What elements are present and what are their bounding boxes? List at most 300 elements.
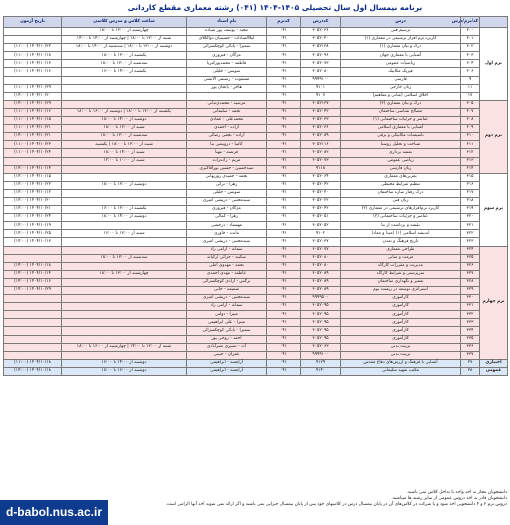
course-code: ۳۰۵۲۰۴۲ [301, 181, 341, 189]
instructor-name: سمانه - آرامی راد [187, 246, 267, 254]
schedule-body [4, 28, 508, 376]
course-code-num: ۳۲۲ [461, 230, 480, 238]
course-code-num: ۳۰۲ [461, 44, 480, 52]
table-row [4, 351, 508, 359]
course-code-num: ۳۱۸ [461, 197, 480, 205]
table-row [4, 254, 508, 262]
class-time [62, 287, 187, 295]
term-code: ۰۴۱ [267, 254, 301, 262]
course-code-num: ۳۰۹ [461, 125, 480, 133]
course-code-num: ۳۲۱ [461, 222, 480, 230]
course-code: ۹۱۰۲ [301, 230, 341, 238]
instructor-name: سیدمجتبی - دریشی امیری [187, 238, 267, 246]
course-code: ۹۹۹۹۱۰۰ [301, 76, 341, 84]
course-name: آشنایی با فرهنگ و ارزش‌های دفاع مقدس [341, 359, 461, 367]
course-name: مکتب شهید سلیمانی [341, 367, 461, 375]
course-code: ۳۰۵۲۰۸۲ [301, 149, 341, 157]
table-row [4, 367, 508, 375]
instructor-name: محمدعلی - عمادی [187, 117, 267, 125]
exam-date: ۱۴۰۴/۱۰/۲۰ (۱۴:۰۰) [4, 92, 62, 100]
course-name: تاریخ فرهنگ و تمدن [341, 238, 461, 246]
course-name: تمرین‌های معماری [341, 173, 461, 181]
table-row [4, 92, 508, 100]
course-code-num: ۳۱۶ [461, 181, 480, 189]
course-code-num: ۳۲۸ [461, 278, 480, 286]
term-code: ۰۴۱ [267, 141, 301, 149]
course-name: کارآموزی [341, 295, 461, 303]
table-row [4, 28, 508, 36]
instructor-name: سکینه - حرائی ارکیاند [187, 254, 267, 262]
course-name: درک و بیان معماری (۱) [341, 44, 461, 52]
course-code-num: ۳۱۳ [461, 157, 480, 165]
header-row [4, 17, 508, 28]
table-row [4, 84, 508, 92]
exam-date: ۱۴۰۴/۱۰/۲۵ (۱۴:۰۰) [4, 230, 62, 238]
course-code-num: ۳۱۰ [461, 133, 480, 141]
course-code: ۳۰۵۲۰۴۰ [301, 36, 341, 44]
term-code: ۰۴۱ [267, 133, 301, 141]
class-time: شنبه از ۱۳:۰۰ تا ۱۸:۰۰ [62, 125, 187, 133]
course-name: عناصر و جزئیات ساختمانی (۱) [341, 117, 461, 125]
class-time: دوشنبه از ۱۶:۰۰ تا ۱۸:۰۰ [62, 367, 187, 375]
course-name: کاربرد نرم‌افزارهای ترسیمی در معماری (۲) [341, 206, 461, 214]
course-name: ریاضیات عمومی [341, 60, 461, 68]
class-time: چهارشنبه از ۱۳:۰۰ تا ۱۸:۰۰ [62, 270, 187, 278]
class-time [62, 327, 187, 335]
course-code-num: ۳۳۴ [461, 327, 480, 335]
term-code: ۰۴۱ [267, 60, 301, 68]
term-code: ۰۴۱ [267, 44, 301, 52]
table-row [4, 100, 508, 108]
notes [110, 490, 507, 509]
term-code: ۰۴۱ [267, 36, 301, 44]
note-line: دانشجویان مجاز به اخذ واحد با تداخل کلاس نمی باشند. [406, 490, 507, 495]
term-code: ۰۴۱ [267, 117, 301, 125]
exam-date: ۱۴۰۴/۱۰/۲۲ (۱۱:۰۰) [4, 44, 62, 52]
term-group-label: اختیاری [480, 359, 508, 367]
table-row [4, 319, 508, 327]
exam-date [4, 28, 62, 36]
course-code: ۳۰۵۲۰۸۹ [301, 133, 341, 141]
course-code-num: ۳۰۴ [461, 60, 480, 68]
term-code: ۰۴۱ [267, 108, 301, 116]
table-row [4, 222, 508, 230]
class-time [62, 311, 187, 319]
course-name: کارآموزی [341, 311, 461, 319]
class-time: دوشنبه از ۱۴:۰۰ تا ۱۶:۰۰ [62, 359, 187, 367]
instructor-name: نجمه - سلیمانی [187, 108, 267, 116]
exam-date [4, 327, 62, 335]
course-code-num: ۳۲۹ [461, 287, 480, 295]
term-code: ۰۴۱ [267, 287, 301, 295]
instructor-name [187, 92, 267, 100]
header-instructor: نام استاد [187, 17, 267, 28]
table-row [4, 60, 508, 68]
exam-date [4, 343, 62, 351]
term-group-label: ترم دوم [480, 100, 508, 173]
exam-date [4, 246, 62, 254]
instructor-name: احمد - روحی پور [187, 335, 267, 343]
course-code: ۳۰۵۲۰۷۳ [301, 60, 341, 68]
header-course: درس [341, 17, 461, 28]
course-code: ۳۰۵۲۰۸۰ [301, 254, 341, 262]
exam-date: ۱۴۰۴/۱۰/۲۹ (۱۱:۰۰) [4, 84, 62, 92]
term-code: ۰۴۱ [267, 295, 301, 303]
term-code: ۰۴۱ [267, 238, 301, 246]
term-code: ۰۴۱ [267, 351, 301, 359]
course-name: نقشه برداری [341, 149, 461, 157]
class-time [62, 197, 187, 205]
exam-date: ۱۴۰۴/۱۰/۲۹ (۱۴:۰۰) [4, 287, 62, 295]
course-code-num: ۳۰۰ [461, 28, 480, 36]
exam-date: ۱۴۰۴/۱۰/۲۲ (۱۴:۰۰) [4, 181, 62, 189]
course-code-num: ۳۱۱ [461, 141, 480, 149]
exam-date: ۱۴۰۴/۱۰/۱۸ (۱۱:۰۰) [4, 359, 62, 367]
table-row [4, 173, 508, 181]
instructor-name: فرشته - مهنا [187, 149, 267, 157]
course-code: ۳۰۵۲۰۳۳ [301, 117, 341, 125]
course-code-num: ۳۰۶ [461, 68, 480, 76]
exam-date [4, 76, 62, 84]
course-code-num: ۳۱۴ [461, 165, 480, 173]
table-row [4, 359, 508, 367]
term-code: ۰۴۱ [267, 181, 301, 189]
course-code: ۹۱۴۰ [301, 367, 341, 375]
course-code: ۳۰۵۲۰۹۵ [301, 319, 341, 327]
term-code: ۰۴۱ [267, 165, 301, 173]
exam-date: ۱۴۰۴/۱۰/۱۴ (۱۴:۰۰) [4, 165, 62, 173]
class-time: دوشنبه از ۱۴:۰۰ تا ۱۸:۰۰ [62, 214, 187, 222]
course-code-num: ۳۱۵ [461, 173, 480, 181]
course-code: ۳۰۵۲۰۸۹ [301, 287, 341, 295]
instructor-name: مژگان - فیروزی [187, 52, 267, 60]
course-code: ۹۹۹۹۵۰۰ [301, 295, 341, 303]
course-name: درک و بیان معماری (۲) [341, 100, 461, 108]
course-code-num: ۲۷ [461, 359, 480, 367]
term-code: ۰۴۱ [267, 222, 301, 230]
header-term-code: کدترم [267, 17, 301, 28]
class-time: سه‌شنبه از ۱۳:۰۰ تا ۱۸:۰۰ [62, 254, 187, 262]
exam-date: ۱۴۰۴/۱۰/۲۰ (۱۴:۰۰) [4, 197, 62, 205]
class-time [62, 92, 187, 100]
course-name: فیزیک مکانیک [341, 68, 461, 76]
course-code-num: ۳۳۲ [461, 311, 480, 319]
course-code-num: ۳۳۱ [461, 303, 480, 311]
exam-date: ۱۴۰۴/۱۰/۱۲ (۱۴:۰۰) [4, 189, 62, 197]
course-code: ۳۰۵۲۰۷۷ [301, 246, 341, 254]
class-time [62, 351, 187, 359]
table-row [4, 327, 508, 335]
course-code: ۹۱۰۷ [301, 92, 341, 100]
course-code: ۳۰۵۲۰۵۲ [301, 222, 341, 230]
course-name: کارآموزی [341, 327, 461, 335]
term-code: ۰۴۱ [267, 197, 301, 205]
instructor-name: مریم - زاده‌زاده [187, 157, 267, 165]
header-group [480, 17, 508, 28]
course-code: ۳۰۵۲۰۴۲ [301, 206, 341, 214]
course-code-num: ۳۰۳ [461, 52, 480, 60]
instructor-name: سیدمجتبی - دریشی امیری [187, 295, 267, 303]
exam-date: ۱۴۰۴/۱۰/۱۹ (۱۴:۰۰) [4, 222, 62, 230]
header-course-code: کددرس [301, 17, 341, 28]
table-row [4, 262, 508, 270]
instructor-name: سوسن - خلیلی [187, 68, 267, 76]
table-row [4, 335, 508, 343]
course-code: ۳۰۵۲۰۸۹ [301, 270, 341, 278]
table-row [4, 206, 508, 214]
course-code-num: ۳۸ [461, 367, 480, 375]
exam-date: ۱۴۰۴/۱۰/۱۴ (۱۴:۰۰) [4, 270, 62, 278]
note-line: دروس ترم ۲ و ۴ دانشجویی اخذ شود و یا شرکت در کلاس‌های آن در پایان نیمسال درس در کلاسهای خود پس از پایان نیمسال جبرانی نمی باشند و اگر ارائه نمی شوند اخذ آنها الزامی است. [165, 502, 507, 508]
exam-date [4, 254, 62, 262]
exam-date: ۱۴۰۴/۱۰/۱۸ (۱۱:۰۰) [4, 52, 62, 60]
instructor-name: سمانه - آرامی راد [187, 303, 267, 311]
term-code: ۰۴۱ [267, 52, 301, 60]
table-row [4, 295, 508, 303]
class-time: شنبه از ۱۰:۰۰ تا ۱۲:۰۰ [62, 157, 187, 165]
class-time [62, 278, 187, 286]
term-code: ۰۴۱ [267, 262, 301, 270]
instructor-name: آزاده - احمدی [187, 125, 267, 133]
course-code-num: ۳۲۰ [461, 214, 480, 222]
class-time [62, 319, 187, 327]
table-row [4, 230, 508, 238]
table-row [4, 68, 508, 76]
instructor-name: آرامسه - ابراهیمی [187, 367, 267, 375]
table-row [4, 197, 508, 205]
exam-date: ۱۴۰۴/۱۰/۱۶ (۱۴:۰۰) [4, 278, 62, 286]
class-time [62, 262, 187, 270]
class-time [62, 84, 187, 92]
course-code: ۳۰۵۲۰۴۲ [301, 108, 341, 116]
class-time [62, 222, 187, 230]
page-title: برنامه نیمسال اول سال تحصیلی ۱۴۰۵-۱۴۰۴ (۰۴۱) رشته معماری مقطع کاردانی [127, 3, 423, 12]
instructor-name: آذد - نصیری نصرآبادی [187, 343, 267, 351]
instructor-name: سوسن - خلیلی [187, 189, 267, 197]
course-name: ترسیم فنی [341, 28, 461, 36]
course-name: عناصر و جزئیات ساختمانی (۲) [341, 214, 461, 222]
course-name: کارآموزی [341, 319, 461, 327]
course-code-num: ۳۲۳ [461, 238, 480, 246]
term-code: ۰۴۱ [267, 270, 301, 278]
term-code: ۰۴۱ [267, 76, 301, 84]
class-time: شنبه از ۱۳:۰۰ تا ۱۴:۰۰ | چهارشنبه از ۱۶:۰۰ تا ۱۸:۰۰ [62, 343, 187, 351]
table-row [4, 36, 508, 44]
instructor-name: میترا - دولتی [187, 311, 267, 319]
course-name: طراحی معماری [341, 246, 461, 254]
course-code-num: ۳۳۶ [461, 343, 480, 351]
course-code: ۳۰۵۲۰۳۶ [301, 28, 341, 36]
exam-date: ۱۴۰۴/۱۰/۱۵ (۱۴:۰۰) [4, 173, 62, 181]
term-code: ۰۴۱ [267, 367, 301, 375]
term-code: ۰۴۱ [267, 206, 301, 214]
term-code: ۰۴۱ [267, 230, 301, 238]
table-row [4, 311, 508, 319]
course-code-num: ۳۲۵ [461, 254, 480, 262]
course-code: ۳۰۵۲۰۵۱ [301, 214, 341, 222]
term-code: ۰۴۱ [267, 278, 301, 286]
course-name: اخلاق اسلامی (مبانی و مفاهیم) [341, 92, 461, 100]
instructor-name: زهرا - ترکی [187, 181, 267, 189]
course-name: مدیریت و مقررات کارگاه [341, 262, 461, 270]
class-time [62, 335, 187, 343]
header-code: کد/ترم/درس [461, 17, 480, 28]
course-code-num: ۳۳۷ [461, 351, 480, 359]
exam-date [4, 351, 62, 359]
class-time: دوشنبه از ۱۳:۰۰ تا ۱۸:۰۰ [62, 181, 187, 189]
instructor-name: شمیمه - خانی [187, 287, 267, 295]
table-row [4, 157, 508, 165]
table-row [4, 133, 508, 141]
instructor-name: زهرا - کمالی [187, 214, 267, 222]
university-logo: d-babol.nus.ac.ir [0, 500, 108, 525]
course-code: ۳۰۵۲۱۱۶ [301, 141, 341, 149]
class-time: شنبه از ۱۳:۰۰ تا ۱۸:۰۰ | چهارشنبه از ۱۴:۰۰ تا ۱۴:۰۰ [62, 36, 187, 44]
class-time [62, 295, 187, 303]
course-code: ۳۰۵۲۰۴۰ [301, 189, 341, 197]
course-code: ۳۰۵۲۰۸۹ [301, 278, 341, 286]
course-code: ۳۰۵۲۱۳۷ [301, 100, 341, 108]
course-name: تربیت بدنی [341, 343, 461, 351]
class-time [62, 303, 187, 311]
course-name: مصالح شناسی ساختمان [341, 108, 461, 116]
exam-date [4, 311, 62, 319]
course-code-num: ۳۲۷ [461, 270, 480, 278]
table-row [4, 189, 508, 197]
course-code-num: ۳۰۸ [461, 117, 480, 125]
class-time [62, 76, 187, 84]
course-code-num: ۳۰۷ [461, 108, 480, 116]
term-code: ۰۴۱ [267, 173, 301, 181]
course-code: ۳۰۵۲۰۲۲ [301, 197, 341, 205]
course-name: کاربرد نرم افزار ترسیمی در معماری (۱) [341, 36, 461, 44]
table-row [4, 165, 508, 173]
exam-date: ۱۴۰۴/۱۰/۱۶ (۱۱:۰۰) [4, 68, 62, 76]
course-name: نقشه و برداشت از بنا [341, 222, 461, 230]
course-code: ۹۱۰۱ [301, 84, 341, 92]
exam-date [4, 303, 62, 311]
exam-date: ۱۴۰۴/۱۰/۱۵ (۱۱:۰۰) [4, 117, 62, 125]
term-code: ۰۴۱ [267, 319, 301, 327]
exam-date: ۱۴۰۴/۱۰/۱۶ (۱۱:۰۰) [4, 108, 62, 116]
instructor-name: آزاده - نجمی رضائی [187, 133, 267, 141]
exam-date [4, 319, 62, 327]
class-time [62, 246, 187, 254]
instructor-name: مانده - خاوری [187, 230, 267, 238]
instructor-name: مهستاد - درخشی [187, 222, 267, 230]
course-code: ۳۰۵۲۰۶۴ [301, 173, 341, 181]
course-code: ۳۰۵۲۱۳۸ [301, 44, 341, 52]
header-class-time: ساعت کلاس و مدرس کلاسی [62, 17, 187, 28]
term-code: ۰۴۱ [267, 359, 301, 367]
class-time: دوشنبه از ۱۴:۰۰ تا ۱۸:۰۰ [62, 117, 187, 125]
instructor-name: آرامسه - ابراهیمی [187, 359, 267, 367]
course-code: ۹۱۲۹ [301, 359, 341, 367]
term-group-label: ترم اول [480, 28, 508, 101]
term-code: ۰۴۱ [267, 28, 301, 36]
course-code: ۹۹۹۹۱۰۰ [301, 351, 341, 359]
table-row [4, 125, 508, 133]
instructor-name: سمیرا - بابائی کوچکسرائی [187, 327, 267, 335]
term-code: ۰۴۱ [267, 189, 301, 197]
table-row [4, 52, 508, 60]
term-code: ۰۴۱ [267, 125, 301, 133]
table-row [4, 278, 508, 286]
course-code: ۳۰۵۲۰۸۰ [301, 68, 341, 76]
course-name: استراتژی توسعه در زیست بوم [341, 287, 461, 295]
class-time: یکشنبه از ۱۳:۰۰ تا ۱۶:۰۰ [62, 206, 187, 214]
course-code: ۳۰۵۲۰۶۳ [301, 343, 341, 351]
exam-date: ۱۴۰۴/۱۰/۱۳ (۱۱:۰۰) [4, 60, 62, 68]
exam-date: ۱۴۰۴/۱۰/۲۹ (۱۴:۰۰) [4, 100, 62, 108]
course-name: ریاضی عمومی [341, 157, 461, 165]
term-code: ۰۴۱ [267, 149, 301, 157]
course-name: زبان فارسی [341, 165, 461, 173]
term-code: ۰۴۱ [267, 327, 301, 335]
exam-date [4, 295, 62, 303]
instructor-name: فاطمه - محمدپورکبریا [187, 60, 267, 68]
exam-date: ۱۴۰۴/۱۰/۲۱ (۱۴:۰۰) [4, 133, 62, 141]
course-code-num: ۹ [461, 76, 480, 84]
table-row [4, 117, 508, 125]
course-name: سرپرستی و شرایط کارگاه [341, 270, 461, 278]
course-code-num: ۳۰۱ [461, 36, 480, 44]
course-name: فارسی [341, 76, 461, 84]
exam-date: ۱۴۰۴/۱۰/۲۱ (۱۱:۰۰) [4, 125, 62, 133]
term-code: ۰۴۱ [267, 68, 301, 76]
course-name: کارآموزی [341, 303, 461, 311]
schedule-table [3, 16, 508, 376]
term-code: ۰۴۱ [267, 335, 301, 343]
class-time: شنبه از ۱۴:۰۰ تا ۱۸:۰۰ [62, 149, 187, 157]
table-row [4, 44, 508, 52]
course-name: مرمت و مبانی [341, 254, 461, 262]
class-time: سه‌شنبه از ۱۳:۰۰ تا ۱۸:۰۰ [62, 133, 187, 141]
class-time [62, 173, 187, 181]
class-time [62, 238, 187, 246]
term-code: ۰۴۱ [267, 214, 301, 222]
term-group-label: ترم چهارم [480, 246, 508, 359]
course-code: ۳۰۵۲۰۹۵ [301, 327, 341, 335]
exam-date: ۱۴۰۴/۱۰/۲۴ (۱۴:۰۰) [4, 214, 62, 222]
course-code-num: ۳۱۹ [461, 206, 480, 214]
course-name: آشنایی با معماری اسلامی [341, 125, 461, 133]
term-code: ۰۴۱ [267, 311, 301, 319]
course-name: شناخت و تحلیل روستا [341, 141, 461, 149]
exam-date: ۱۴۰۴/۱۰/۱۸ (۱۴:۰۰) [4, 262, 62, 270]
course-code: ۳۰۵۲۰۹۵ [301, 303, 341, 311]
class-time: سه‌شنبه از ۱۳:۰۰ تا ۱۸:۰۰ [62, 60, 187, 68]
course-name: تاسیسات مکانیکی و برقی [341, 133, 461, 141]
course-code: ۳۰۵۲۰۹۶ [301, 52, 341, 60]
course-code-num: ۳۲۴ [461, 246, 480, 254]
instructor-name: مرضیه - محمدی‌تبانی [187, 100, 267, 108]
exam-date [4, 157, 62, 165]
course-code: ۳۰۵۲۰۸۰ [301, 262, 341, 270]
instructor-name: عمران - حبیبی [187, 351, 267, 359]
note-line: دانشجویان قادر به اخذ دروس عمومی از سایر رشته ها میباشند. [391, 496, 507, 502]
term-code: ۰۴۱ [267, 343, 301, 351]
course-name: تنظیم شرایط محیطی [341, 181, 461, 189]
exam-date: ۱۴۰۴/۱۰/۱۳ (۱۴:۰۰) [4, 238, 62, 246]
instructor-name: میترا - علی ابراهیمی [187, 319, 267, 327]
class-time: یکشنبه از ۱۳:۰۰ تا ۱۸:۰۰ [62, 52, 187, 60]
instructor-name: مجید - یوسف پور شیاده [187, 28, 267, 36]
instructor-name: سیدمجتبی - دریشی امیری [187, 197, 267, 205]
exam-date [4, 36, 62, 44]
class-time: یکشنبه از ۱۴:۰۰ تا ۱۶:۰۰ [62, 68, 187, 76]
table-row [4, 76, 508, 84]
